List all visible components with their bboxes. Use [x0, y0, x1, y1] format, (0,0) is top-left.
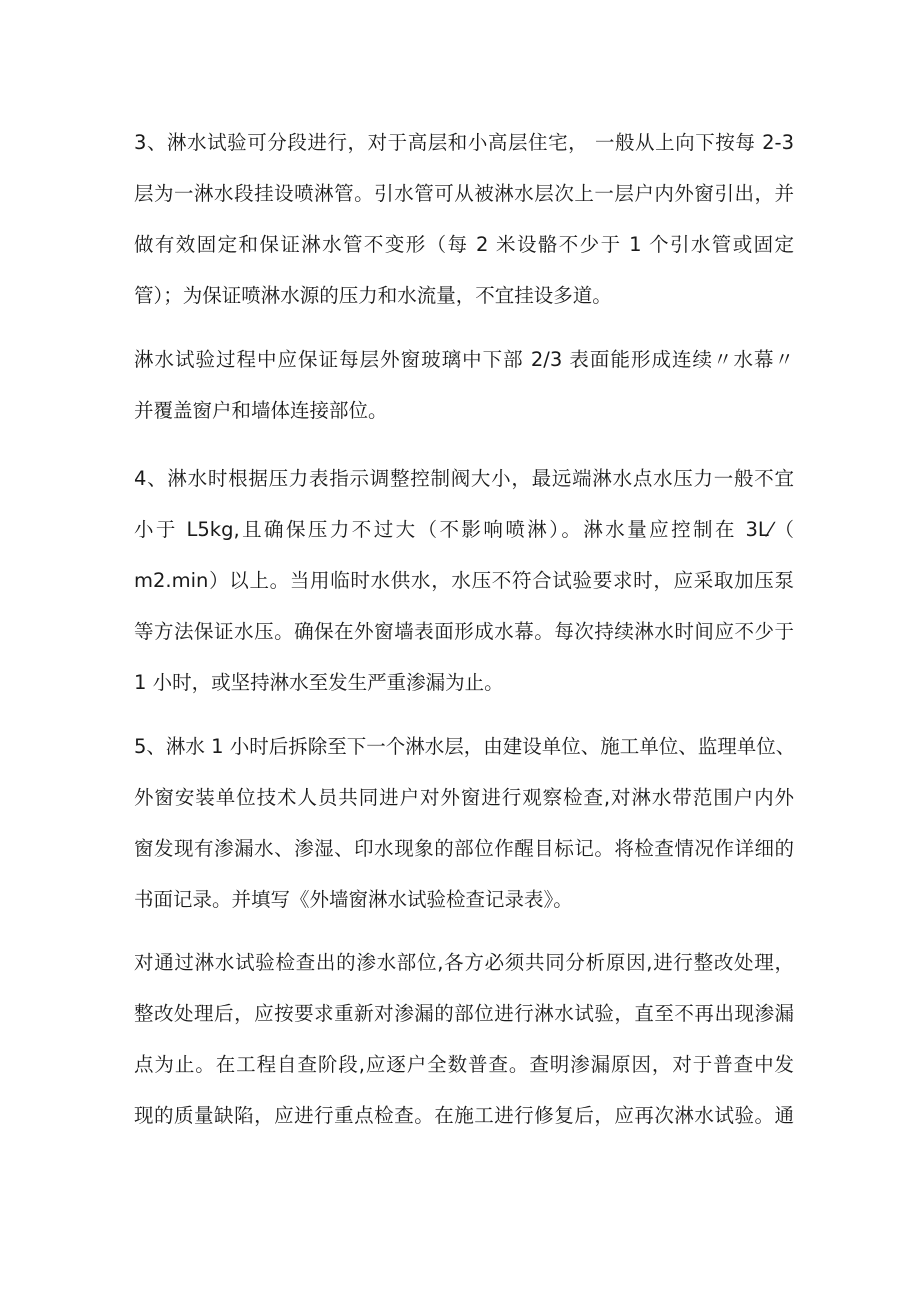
text-line: 5、淋水 1 小时后拆除至下一个淋水层，由建设单位、施工单位、监理单位、	[134, 735, 796, 758]
text-line: 现的质量缺陷，应进行重点检查。在施工进行修复后，应再次淋水试验。通	[134, 1104, 794, 1127]
text-line: 层为一淋水段挂设喷淋管。引水管可从被淋水层次上一层户内外窗引出，并	[134, 182, 794, 205]
paragraph-step-5	[134, 735, 794, 939]
text-line: 并覆盖窗户和墙体连接部位。	[134, 399, 388, 422]
text-line: 外窗安装单位技术人员共同进户对外窗进行观察检查,对淋水带范围户内外	[134, 786, 794, 809]
paragraph-step-4	[134, 467, 794, 722]
text-line: 4、淋水时根据压力表指示调整控制阀大小，最远端淋水点水压力一般不宜	[134, 467, 794, 490]
text-line: 小于 L5kg,且确保压力不过大（不影响喷淋）。淋水量应控制在 3L⁄（	[134, 518, 794, 541]
paragraph-water-curtain	[134, 348, 794, 450]
text-line: 3、淋水试验可分段进行，对于高层和小高层住宅， 一般从上向下按每 2-3	[134, 131, 794, 154]
text-line: 管）；为保证喷淋水源的压力和水流量，不宜挂设多道。	[134, 284, 612, 307]
text-line: 等方法保证水压。确保在外窗墙表面形成水幕。每次持续淋水时间应不少于	[134, 620, 794, 643]
text-line: 书面记录。并填写《外墙窗淋水试验检查记录表》。	[134, 888, 573, 911]
text-line: 淋水试验过程中应保证每层外窗玻璃中下部 2/3 表面能形成连续〃水幕〃	[134, 348, 794, 371]
text-line: 对通过淋水试验检查出的渗水部位,各方必须共同分析原因,进行整改处理，	[134, 951, 794, 974]
text-line: 做有效固定和保证淋水管不变形（每 2 米设骼不少于 1 个引水管或固定	[134, 233, 794, 256]
text-line: 整改处理后，应按要求重新对渗漏的部位进行淋水试验，直至不再出现渗漏	[134, 1002, 794, 1025]
text-line: m2.min）以上。当用临时水供水，水压不符合试验要求时，应采取加压泵	[134, 569, 794, 592]
text-line: 1 小时，或坚持淋水至发生严重渗漏为止。	[134, 671, 504, 694]
paragraph-rectification	[134, 951, 794, 1155]
text-line: 窗发现有渗漏水、渗湿、印水现象的部位作醒目标记。将检查情况作详细的	[134, 837, 794, 860]
paragraph-step-3	[134, 131, 794, 335]
text-line: 点为止。在工程自查阶段,应逐户全数普查。查明渗漏原因，对于普查中发	[134, 1053, 794, 1076]
